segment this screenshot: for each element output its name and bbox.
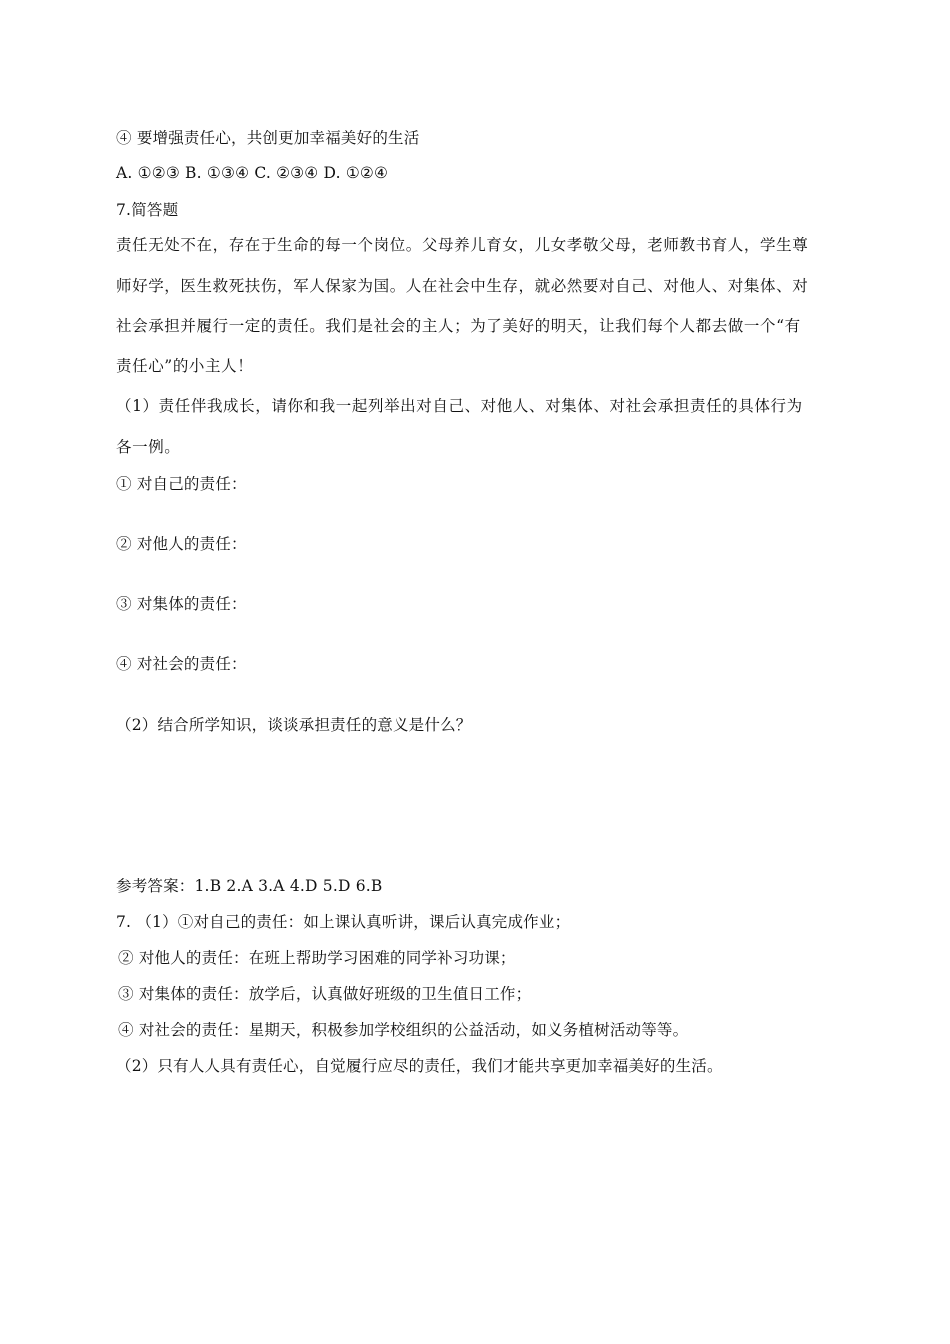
answer-key-q7-line-4: ④ 对社会的责任：星期天，积极参加学校组织的公益活动，如义务植树活动等等。 [118,1021,689,1039]
q7-passage-line-1: 责任无处不在，存在于生命的每一个岗位。父母养儿育女，儿女孝敬父母，老师教书育人，学生尊 [116,236,809,254]
q7-blank-others: ② 对他人的责任： [116,535,247,553]
q7-blank-society: ④ 对社会的责任： [116,655,247,673]
q7-passage-line-2: 师好学，医生救死扶伤，军人保家为国。人在社会中生存，就必然要对自己、对他人、对集体、对 [116,277,809,295]
answer-key-q7-line-1: 7. （1）①对自己的责任：如上课认真听讲，课后认真完成作业； [116,913,571,931]
q7-title: 7.简答题 [116,201,179,219]
q7-blank-collective: ③ 对集体的责任： [116,595,247,613]
q6-answer-choices: A. ①②③ B. ①③④ C. ②③④ D. ①②④ [116,164,389,182]
answer-key-q7-line-2: ② 对他人的责任：在班上帮助学习困难的同学补习功课； [118,949,516,967]
q7-passage-line-3: 社会承担并履行一定的责任。我们是社会的主人；为了美好的明天，让我们每个人都去做一个“有 [116,317,801,335]
answer-key-choices: 参考答案：1.B 2.A 3.A 4.D 5.D 6.B [116,877,383,895]
answer-key-q7-line-3: ③ 对集体的责任：放学后，认真做好班级的卫生值日工作； [118,985,532,1003]
answer-key-q7-line-5: （2）只有人人具有责任心，自觉履行应尽的责任，我们才能共享更加幸福美好的生活。 [116,1057,723,1075]
q7-passage-line-4: 责任心”的小主人！ [116,357,254,375]
q6-option-item-4: ④ 要增强责任心，共创更加幸福美好的生活 [116,129,420,147]
q7-part2: （2）结合所学知识，谈谈承担责任的意义是什么？ [116,716,472,734]
q7-part1-line-2: 各一例。 [116,438,181,456]
q7-blank-self: ① 对自己的责任： [116,475,247,493]
q7-part1-line-1: （1）责任伴我成长，请你和我一起列举出对自己、对他人、对集体、对社会承担责任的具体行为 [116,397,803,415]
